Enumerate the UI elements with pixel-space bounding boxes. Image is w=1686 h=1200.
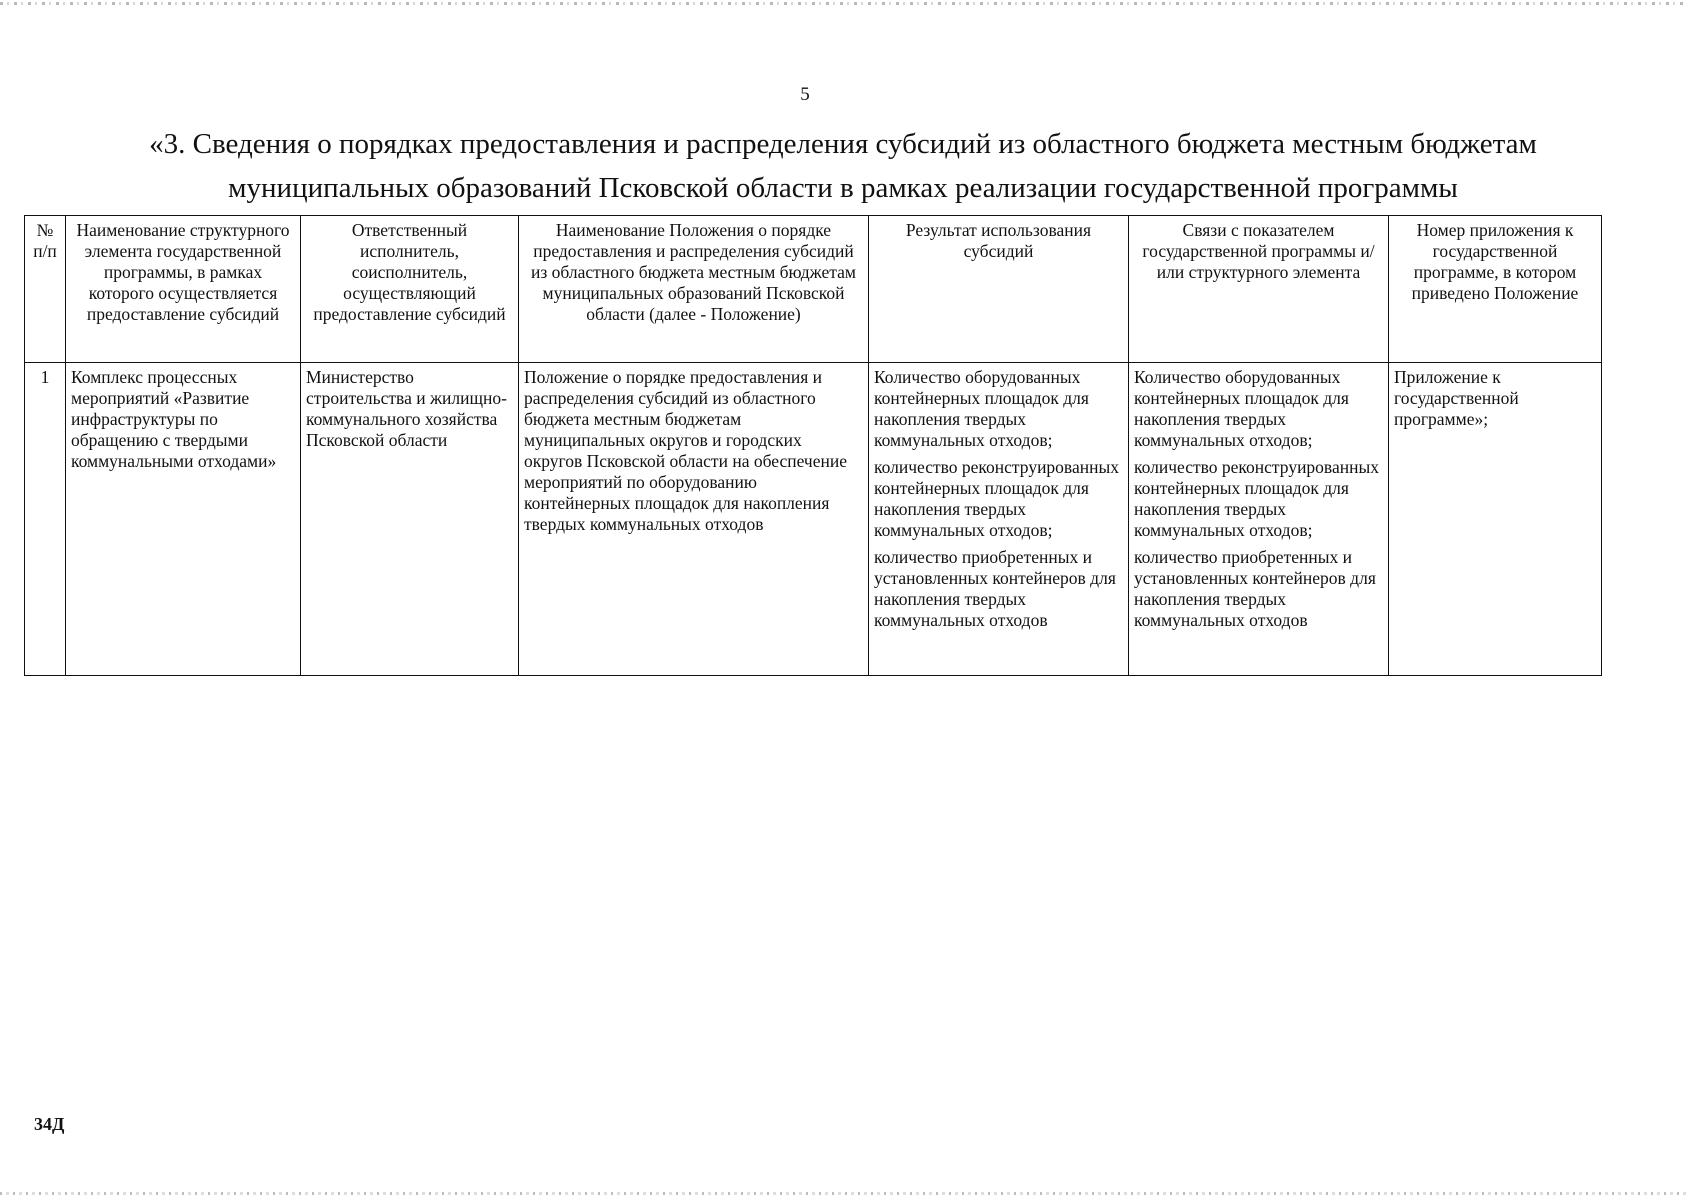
header-subsidy-result: Результат использования субсидий [869,216,1129,363]
result-item-1: Количество оборудованных контейнерных площадок для накопления твердых коммунальных отходов; [874,367,1089,450]
cell-structural-element: Комплекс процессных мероприятий «Развитие инфраструктуры по обращению с твердыми коммунальными отходами» [66,363,301,676]
cell-indicator-link [1129,363,1389,676]
cell-regulation-name: Положение о порядке предоставления и распределения субсидий из областного бюджета местным бюджетам муниципальных округов и городских округов Псковской области на обеспечение мероприятий по оборудованию контейнерных площадок для накопления твердых коммунальных отходов [519,363,869,676]
cell-subsidy-result [869,363,1129,676]
page-number: 5 [800,84,810,105]
table-header-row [25,216,1602,363]
header-regulation-name: Наименование Положения о порядке предоставления и распределения субсидий из областного бюджета местным бюджетам муниципальных образований Псковской области (далее - Положение) [519,216,869,363]
header-responsible-executor: Ответственный исполнитель, соисполнитель, осуществляющий предоставление субсидий [301,216,519,363]
header-appendix-number: Номер приложения к государственной программе, в котором приведено Положение [1389,216,1602,363]
footer-code: 34Д [34,1114,65,1134]
table-row [25,363,1602,676]
result-item-3: количество приобретенных и установленных контейнеров для накопления твердых коммунальных отходов [874,547,1116,630]
document-title-line-2: муниципальных образований Псковской области в рамках реализации государственной программы [228,172,1458,204]
header-indicator-link: Связи с показателем государственной программы и/или структурного элемента [1129,216,1389,363]
scan-edge-top [0,2,1686,5]
scan-edge-bottom [0,1192,1686,1195]
link-item-2: количество реконструированных контейнерных площадок для накопления твердых коммунальных отходов; [1134,457,1379,540]
cell-appendix-number: Приложение к государственной программе»; [1389,363,1602,676]
cell-number: 1 [25,363,66,676]
header-structural-element: Наименование структурного элемента государственной программы, в рамках которого осуществляется предоставление субсидий [66,216,301,363]
link-item-1: Количество оборудованных контейнерных площадок для накопления твердых коммунальных отходов; [1134,367,1349,450]
document-title [20,122,1666,210]
link-item-3: количество приобретенных и установленных контейнеров для накопления твердых коммунальных отходов [1134,547,1376,630]
document-title-line-1: «3. Сведения о порядках предоставления и распределения субсидий из областного бюджета местным бюджетам [149,128,1537,160]
result-item-2: количество реконструированных контейнерных площадок для накопления твердых коммунальных отходов; [874,457,1119,540]
subsidy-table [24,215,1602,676]
header-number: № п/п [25,216,66,363]
cell-responsible-executor: Министерство строительства и жилищно-коммунального хозяйства Псковской области [301,363,519,676]
